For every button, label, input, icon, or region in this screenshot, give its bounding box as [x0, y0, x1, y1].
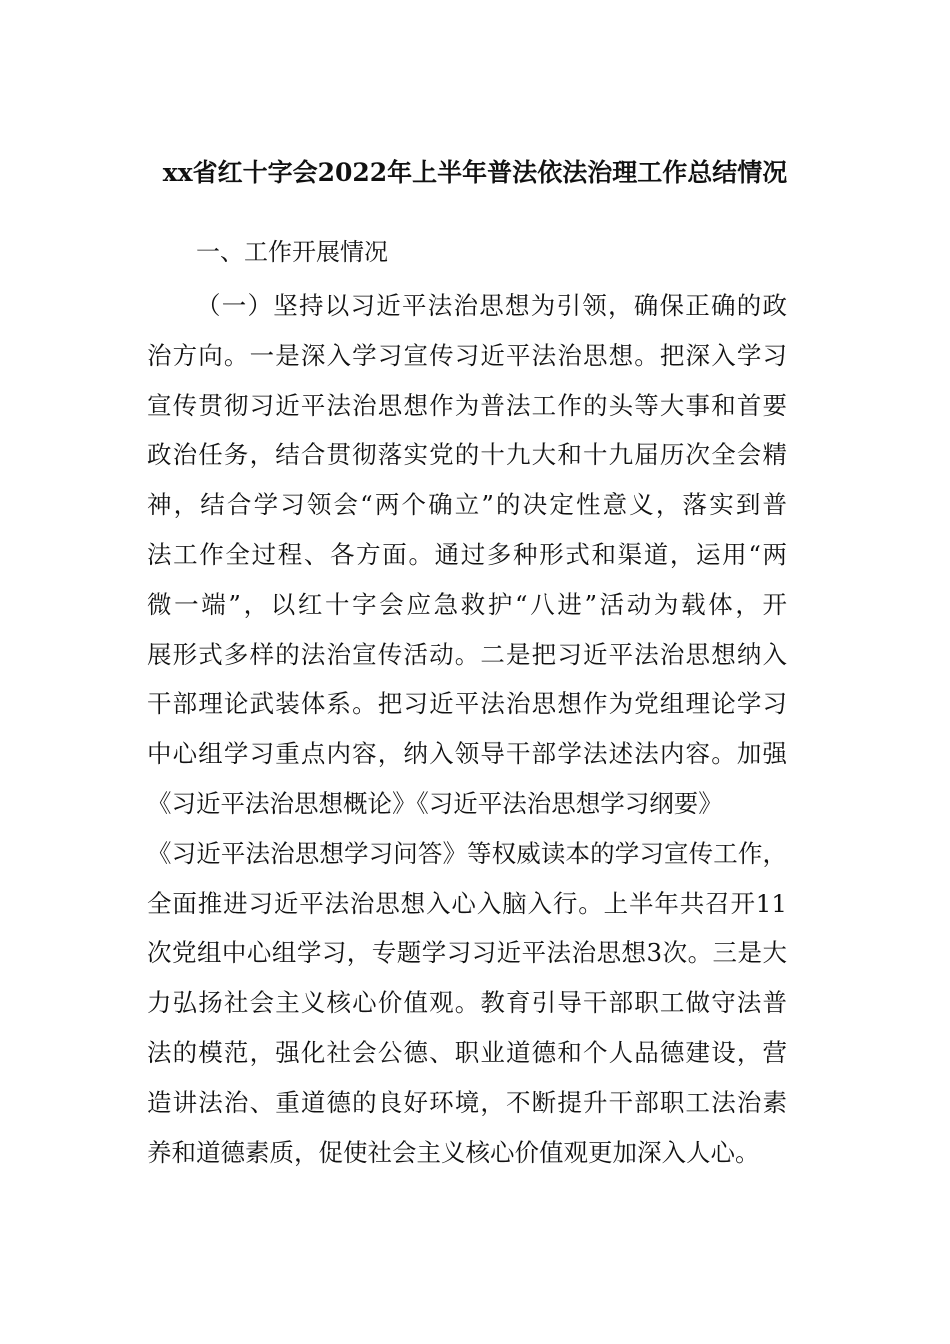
paragraph-line: 干部理论武装体系。把习近平法治思想作为党组理论学习 — [147, 689, 787, 719]
paragraph-line: 法的模范，强化社会公德、职业道德和个人品德建设，营 — [147, 1037, 787, 1067]
paragraph-line: 神，结合学习领会“两个确立”的决定性意义，落实到普 — [147, 490, 787, 520]
section-heading: 一、工作开展情况 — [196, 238, 388, 266]
paragraph-line: 展形式多样的法治宣传活动。二是把习近平法治思想纳入 — [147, 639, 787, 669]
paragraph-line: 力弘扬社会主义核心价值观。教育引导干部职工做守法普 — [147, 988, 787, 1018]
paragraph-line: 治方向。一是深入学习宣传习近平法治思想。把深入学习 — [147, 340, 787, 370]
document-title: xx省红十字会2022年上半年普法依法治理工作总结情况 — [162, 158, 788, 187]
paragraph-line: 造讲法治、重道德的良好环境，不断提升干部职工法治素 — [147, 1087, 787, 1117]
paragraph-line: 全面推进习近平法治思想入心入脑入行。上半年共召开11 — [147, 888, 787, 918]
paragraph-line: 《习近平法治思想概论》《习近平法治思想学习纲要》 — [147, 788, 723, 818]
paragraph-body — [147, 281, 807, 1177]
paragraph-line: 政治任务，结合贯彻落实党的十九大和十九届历次全会精 — [147, 440, 787, 470]
paragraph-line: 微一端”，以红十字会应急救护“八进”活动为载体，开 — [147, 589, 787, 619]
paragraph-line: （一）坚持以习近平法治思想为引领，确保正确的政 — [196, 291, 787, 320]
paragraph-line: 中心组学习重点内容，纳入领导干部学法述法内容。加强 — [147, 739, 787, 769]
paragraph-line: 养和道德素质，促使社会主义核心价值观更加深入人心。 — [147, 1137, 760, 1167]
paragraph-line: 次党组中心组学习，专题学习习近平法治思想3次。三是大 — [147, 938, 787, 968]
paragraph-line: 法工作全过程、各方面。通过多种形式和渠道，运用“两 — [147, 539, 787, 569]
paragraph-line: 《习近平法治思想学习问答》等权威读本的学习宣传工作， — [147, 838, 787, 868]
paragraph-line: 宣传贯彻习近平法治思想作为普法工作的头等大事和首要 — [147, 390, 787, 420]
